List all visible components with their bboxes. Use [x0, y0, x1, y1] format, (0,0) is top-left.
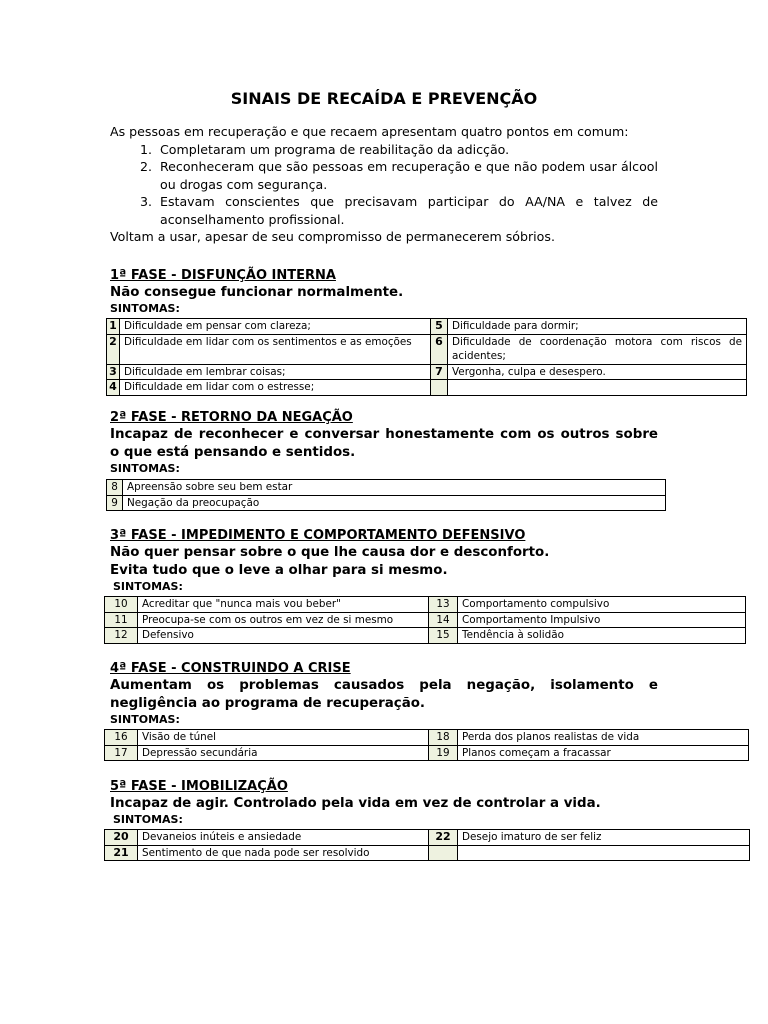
- symptom-number: 5: [431, 319, 448, 335]
- sintomas-label: SINTOMAS:: [110, 462, 180, 475]
- symptom-number: 11: [105, 612, 138, 628]
- symptom-number: 7: [431, 364, 448, 380]
- symptom-text: Devaneios inúteis e ansiedade: [138, 830, 429, 846]
- symptom-number: 8: [107, 480, 123, 496]
- symptom-text: [458, 845, 750, 861]
- symptom-number: 4: [107, 380, 120, 396]
- phase-description: Não consegue funcionar normalmente.: [110, 285, 404, 300]
- phase-description: Incapaz de agir. Controlado pela vida em vez de controlar a vida.: [110, 796, 601, 811]
- phase-description: Aumentam os problemas causados pela negação, isolamento e negligência ao programa de recuperação.: [110, 678, 658, 711]
- symptom-text: Preocupa-se com os outros em vez de si mesmo: [138, 612, 429, 628]
- table-row: [105, 597, 746, 613]
- symptom-text: Acreditar que "nunca mais vou beber": [138, 597, 429, 613]
- symptom-text: Visão de túnel: [138, 730, 429, 746]
- symptom-number: 9: [107, 495, 123, 511]
- symptom-number: 12: [105, 628, 138, 644]
- symptom-number: [429, 845, 458, 861]
- sintomas-label: SINTOMAS:: [113, 580, 183, 593]
- table-row: [105, 628, 746, 644]
- table-row: [107, 319, 747, 335]
- phase-title: 5ª FASE - IMOBILIZAÇÃO: [110, 779, 288, 794]
- symptom-text: Desejo imaturo de ser feliz: [458, 830, 750, 846]
- symptom-text: Dificuldade em lidar com o estresse;: [120, 380, 431, 396]
- symptoms-table-phase-3: [104, 596, 746, 644]
- symptoms-table-phase-1: [106, 318, 747, 396]
- table-row: [105, 745, 749, 761]
- sintomas-label: SINTOMAS:: [110, 713, 180, 726]
- table-row: [107, 480, 666, 496]
- table-row: [105, 830, 750, 846]
- symptoms-table-phase-2: [106, 479, 666, 511]
- document-title: SINAIS DE RECAÍDA E PREVENÇÃO: [230, 89, 538, 108]
- intro-section: [110, 123, 658, 246]
- phase-title: 2ª FASE - RETORNO DA NEGAÇÃO: [110, 410, 353, 425]
- symptom-text: Tendência à solidão: [458, 628, 746, 644]
- symptom-number: 10: [105, 597, 138, 613]
- phase-2: [110, 409, 658, 476]
- symptom-text: Perda dos planos realistas de vida: [458, 730, 749, 746]
- phase-title: 1ª FASE - DISFUNÇÃO INTERNA: [110, 268, 336, 283]
- symptoms-table-phase-4: [104, 729, 749, 761]
- symptom-text: Dificuldade para dormir;: [448, 319, 747, 335]
- phase-1: [110, 267, 658, 316]
- phase-4: [110, 660, 658, 727]
- symptom-text: Dificuldade em lidar com os sentimentos e as emoções: [120, 334, 431, 364]
- table-row: [107, 380, 747, 396]
- symptom-text: Defensivo: [138, 628, 429, 644]
- symptom-text: Vergonha, culpa e desespero.: [448, 364, 747, 380]
- symptom-number: 2: [107, 334, 120, 364]
- symptom-text: Negação da preocupação: [123, 495, 666, 511]
- intro-item: 1. Completaram um programa de reabilitação da adicção.: [156, 141, 658, 159]
- symptom-number: 6: [431, 334, 448, 364]
- table-row: [105, 730, 749, 746]
- table-row: [107, 334, 747, 364]
- symptom-text: Dificuldade em pensar com clareza;: [120, 319, 431, 335]
- intro-list: [110, 141, 658, 229]
- symptom-number: 1: [107, 319, 120, 335]
- phase-description: Incapaz de reconhecer e conversar honestamente com os outros sobre o que está pensando e sentidos.: [110, 427, 658, 460]
- symptom-number: 15: [429, 628, 458, 644]
- symptom-text: Apreensão sobre seu bem estar: [123, 480, 666, 496]
- symptom-number: 13: [429, 597, 458, 613]
- sintomas-label: SINTOMAS:: [110, 302, 180, 315]
- symptom-text: Sentimento de que nada pode ser resolvido: [138, 845, 429, 861]
- symptom-number: 3: [107, 364, 120, 380]
- symptom-text: Comportamento compulsivo: [458, 597, 746, 613]
- symptoms-table-phase-5: [104, 829, 750, 861]
- intro-lead: As pessoas em recuperação e que recaem apresentam quatro pontos em comum:: [110, 124, 629, 139]
- symptom-number: 22: [429, 830, 458, 846]
- symptom-number: 18: [429, 730, 458, 746]
- intro-closing: Voltam a usar, apesar de seu compromisso de permanecerem sóbrios.: [110, 229, 555, 244]
- symptom-number: 14: [429, 612, 458, 628]
- phase-title: 4ª FASE - CONSTRUINDO A CRISE: [110, 661, 351, 676]
- table-row: [107, 495, 666, 511]
- phase-description: Evita tudo que o leve a olhar para si mesmo.: [110, 563, 448, 578]
- symptom-number: 20: [105, 830, 138, 846]
- symptom-number: 17: [105, 745, 138, 761]
- symptom-number: [431, 380, 448, 396]
- symptom-text: Dificuldade em lembrar coisas;: [120, 364, 431, 380]
- table-row: [105, 612, 746, 628]
- sintomas-label: SINTOMAS:: [113, 813, 183, 826]
- symptom-text: Depressão secundária: [138, 745, 429, 761]
- table-row: [105, 845, 750, 861]
- intro-item: 2. Reconheceram que são pessoas em recuperação e que não podem usar álcool ou drogas com segurança.: [156, 158, 658, 193]
- table-row: [107, 364, 747, 380]
- symptom-text: Dificuldade de coordenação motora com riscos de acidentes;: [448, 334, 747, 364]
- symptom-number: 16: [105, 730, 138, 746]
- symptom-text: [448, 380, 747, 396]
- symptom-number: 21: [105, 845, 138, 861]
- phase-title: 3ª FASE - IMPEDIMENTO E COMPORTAMENTO DEFENSIVO: [110, 528, 526, 543]
- symptom-number: 19: [429, 745, 458, 761]
- intro-item: 3. Estavam conscientes que precisavam participar do AA/NA e talvez de aconselhamento profissional.: [156, 193, 658, 228]
- phase-5: [110, 778, 658, 827]
- symptom-text: Comportamento Impulsivo: [458, 612, 746, 628]
- phase-description: Não quer pensar sobre o que lhe causa dor e desconforto.: [110, 545, 550, 560]
- symptom-text: Planos começam a fracassar: [458, 745, 749, 761]
- phase-3: [110, 527, 658, 594]
